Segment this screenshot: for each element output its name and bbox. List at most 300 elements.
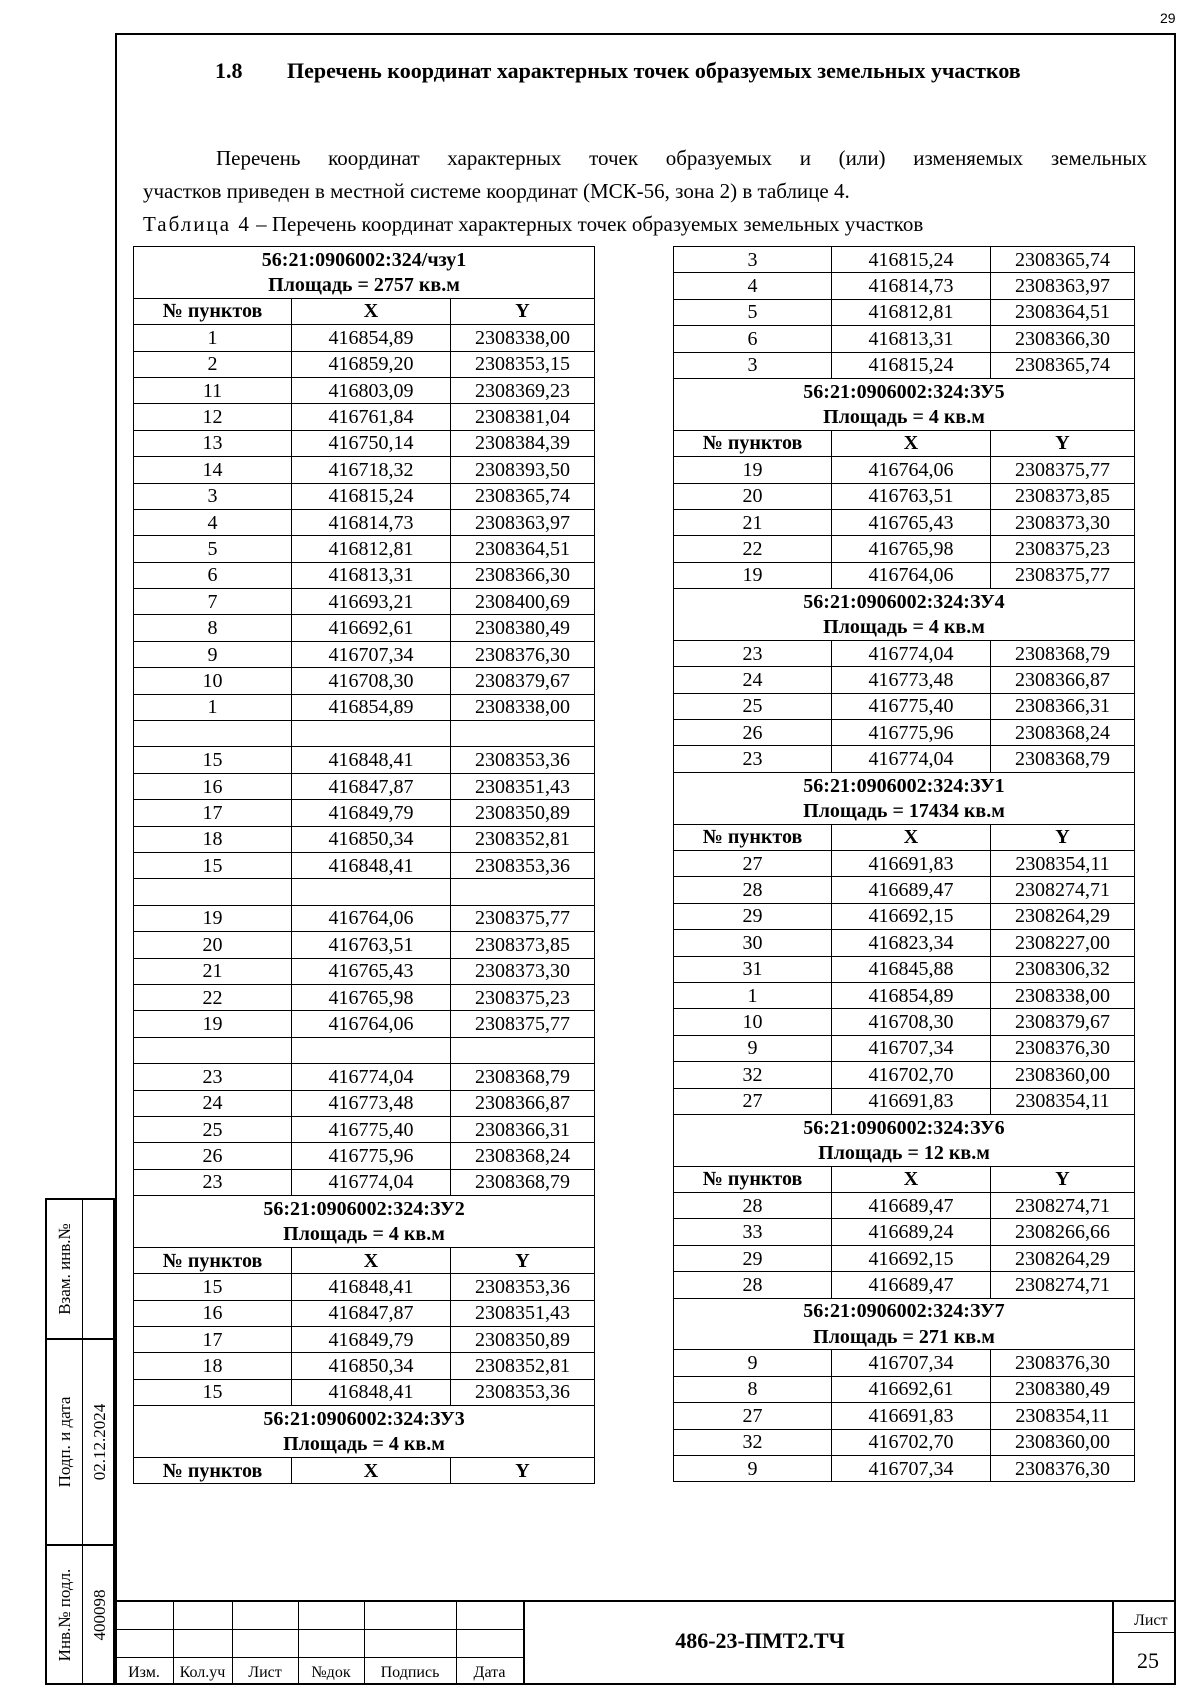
table-row (134, 1143, 595, 1169)
table-row (134, 668, 595, 694)
y-coordinate: 2308369,23 (451, 377, 595, 403)
y-coordinate: 2308351,43 (451, 1300, 595, 1326)
x-coordinate: 416689,47 (832, 1193, 991, 1219)
parcel-id-cell: 56:21:0906002:324:ЗУ7 (674, 1298, 1135, 1324)
y-coordinate: 2308274,71 (991, 877, 1135, 903)
point-number: 7 (134, 589, 292, 615)
table-row (134, 1011, 595, 1037)
x-coordinate: 416761,84 (292, 404, 451, 430)
y-coordinate: 2308353,36 (451, 852, 595, 878)
point-number: 23 (674, 640, 832, 666)
point-number: 28 (674, 1272, 832, 1298)
point-number: 15 (134, 1274, 292, 1300)
y-coordinate: 2308274,71 (991, 1272, 1135, 1298)
y-coordinate: 2308351,43 (451, 773, 595, 799)
x-coordinate: 416812,81 (292, 536, 451, 562)
column-header-y: Y (991, 1166, 1135, 1192)
x-coordinate: 416775,40 (292, 1116, 451, 1142)
y-coordinate (451, 1037, 595, 1063)
y-coordinate: 2308379,67 (451, 668, 595, 694)
point-number: 26 (134, 1143, 292, 1169)
x-coordinate: 416823,34 (832, 930, 991, 956)
y-coordinate: 2308274,71 (991, 1193, 1135, 1219)
point-number: 15 (134, 747, 292, 773)
y-coordinate: 2308365,74 (991, 247, 1135, 273)
table-row (134, 773, 595, 799)
parcel-id-cell: 56:21:0906002:324:ЗУ6 (674, 1114, 1135, 1140)
point-number: 17 (134, 800, 292, 826)
y-coordinate: 2308353,36 (451, 1379, 595, 1405)
point-number: 10 (674, 1009, 832, 1035)
y-coordinate: 2308376,30 (991, 1035, 1135, 1061)
parcel-area (674, 1324, 1135, 1350)
paragraph-line-2: участков приведен в местной системе координат (МСК-56, зона 2) в таблице 4. (143, 179, 850, 203)
point-number: 27 (674, 1403, 832, 1429)
column-header-row (674, 824, 1135, 850)
x-coordinate: 416849,79 (292, 800, 451, 826)
x-coordinate: 416774,04 (292, 1064, 451, 1090)
x-coordinate: 416689,47 (832, 877, 991, 903)
y-coordinate: 2308373,30 (451, 958, 595, 984)
point-number: 6 (134, 562, 292, 588)
page-number: 29 (1160, 10, 1176, 26)
point-number: 26 (674, 720, 832, 746)
x-coordinate: 416848,41 (292, 852, 451, 878)
point-number: 4 (134, 509, 292, 535)
point-number: 17 (134, 1327, 292, 1353)
x-coordinate: 416692,15 (832, 1245, 991, 1271)
stamp-label-signature: Подпись (380, 1664, 440, 1681)
point-number: 23 (134, 1064, 292, 1090)
x-coordinate: 416815,24 (832, 352, 991, 378)
table-row (674, 1193, 1135, 1219)
parcel-cadastral-number (134, 1196, 595, 1222)
y-coordinate: 2308368,79 (451, 1064, 595, 1090)
table-row (674, 1403, 1135, 1429)
point-number: 21 (674, 509, 832, 535)
y-coordinate: 2308376,30 (991, 1350, 1135, 1376)
column-header-row (674, 1166, 1135, 1192)
x-coordinate: 416815,24 (832, 247, 991, 273)
table-row (674, 457, 1135, 483)
table-row (134, 641, 595, 667)
table-row (674, 1009, 1135, 1035)
point-number: 28 (674, 877, 832, 903)
point-number: 27 (674, 1088, 832, 1114)
table-row (134, 826, 595, 852)
column-header-y: Y (451, 1247, 595, 1273)
y-coordinate: 2308264,29 (991, 1245, 1135, 1271)
table-row (674, 1062, 1135, 1088)
side-stamp-inventory (45, 1544, 115, 1685)
x-coordinate: 416693,21 (292, 589, 451, 615)
point-number: 15 (134, 852, 292, 878)
table-row (134, 1274, 595, 1300)
table-row (674, 667, 1135, 693)
table-row (134, 1116, 595, 1142)
x-coordinate: 416691,83 (832, 1403, 991, 1429)
coordinates-table-left (133, 246, 595, 1484)
column-header-num: № пунктов (674, 430, 832, 456)
parcel-id-cell: 56:21:0906002:324:ЗУ5 (674, 378, 1135, 404)
parcel-area-cell: Площадь = 4 кв.м (134, 1432, 595, 1458)
column-header-num: № пунктов (134, 298, 292, 324)
point-number: 19 (674, 457, 832, 483)
point-number: 9 (674, 1035, 832, 1061)
table-row (674, 562, 1135, 588)
point-number: 4 (674, 273, 832, 299)
point-number: 22 (134, 984, 292, 1010)
x-coordinate: 416848,41 (292, 1274, 451, 1300)
point-number: 32 (674, 1429, 832, 1455)
x-coordinate: 416702,70 (832, 1429, 991, 1455)
parcel-id-cell: 56:21:0906002:324/чзу1 (134, 247, 595, 273)
point-number: 8 (674, 1376, 832, 1402)
table-row (674, 1350, 1135, 1376)
y-coordinate: 2308373,30 (991, 509, 1135, 535)
table-row (134, 1064, 595, 1090)
x-coordinate: 416702,70 (832, 1062, 991, 1088)
column-header-x: X (832, 824, 991, 850)
x-coordinate: 416773,48 (292, 1090, 451, 1116)
stamp-label-izm: Изм. (128, 1664, 160, 1681)
y-coordinate: 2308350,89 (451, 1327, 595, 1353)
point-number: 29 (674, 1245, 832, 1271)
point-number: 8 (134, 615, 292, 641)
parcel-id-cell: 56:21:0906002:324:ЗУ1 (674, 772, 1135, 798)
x-coordinate: 416774,04 (292, 1169, 451, 1195)
y-coordinate: 2308381,04 (451, 404, 595, 430)
x-coordinate: 416707,34 (292, 641, 451, 667)
title-block (115, 1600, 1176, 1685)
y-coordinate: 2308363,97 (451, 509, 595, 535)
point-number: 19 (134, 905, 292, 931)
y-coordinate: 2308393,50 (451, 457, 595, 483)
x-coordinate: 416815,24 (292, 483, 451, 509)
parcel-area (134, 1221, 595, 1247)
point-number: 32 (674, 1062, 832, 1088)
x-coordinate: 416847,87 (292, 1300, 451, 1326)
x-coordinate: 416764,06 (832, 562, 991, 588)
y-coordinate: 2308375,77 (991, 457, 1135, 483)
table-row (674, 720, 1135, 746)
column-header-num: № пунктов (674, 1166, 832, 1192)
column-header-y: Y (451, 1457, 595, 1483)
table-row (134, 1327, 595, 1353)
x-coordinate: 416848,41 (292, 1379, 451, 1405)
y-coordinate: 2308368,79 (451, 1169, 595, 1195)
point-number: 5 (674, 299, 832, 325)
column-header-num: № пунктов (134, 1457, 292, 1483)
section-number: 1.8 (215, 58, 243, 83)
point-number (134, 879, 292, 905)
parcel-area (674, 1140, 1135, 1166)
y-coordinate: 2308364,51 (451, 536, 595, 562)
point-number: 9 (674, 1350, 832, 1376)
x-coordinate: 416814,73 (292, 509, 451, 535)
y-coordinate: 2308366,31 (991, 693, 1135, 719)
column-header-x: X (292, 1457, 451, 1483)
x-coordinate: 416718,32 (292, 457, 451, 483)
parcel-cadastral-number (674, 1114, 1135, 1140)
parcel-id-cell: 56:21:0906002:324:ЗУ3 (134, 1406, 595, 1432)
y-coordinate: 2308375,77 (451, 905, 595, 931)
section-title: Перечень координат характерных точек образуемых земельных участков (287, 58, 1021, 83)
x-coordinate: 416708,30 (292, 668, 451, 694)
point-number: 3 (674, 352, 832, 378)
parcel-id-cell: 56:21:0906002:324:ЗУ2 (134, 1196, 595, 1222)
x-coordinate: 416847,87 (292, 773, 451, 799)
x-coordinate (292, 879, 451, 905)
parcel-area-cell: Площадь = 12 кв.м (674, 1140, 1135, 1166)
table-row (134, 536, 595, 562)
sheet-label: Лист (1134, 1612, 1168, 1629)
x-coordinate: 416765,98 (292, 984, 451, 1010)
point-number: 19 (134, 1011, 292, 1037)
y-coordinate: 2308264,29 (991, 903, 1135, 929)
y-coordinate: 2308338,00 (991, 982, 1135, 1008)
table-row (674, 1429, 1135, 1455)
point-number: 21 (134, 958, 292, 984)
x-coordinate: 416692,61 (292, 615, 451, 641)
x-coordinate: 416850,34 (292, 1353, 451, 1379)
table-row (134, 1090, 595, 1116)
x-coordinate: 416775,40 (832, 693, 991, 719)
column-header-y: Y (991, 430, 1135, 456)
document-code: 486-23-ПМТ2.ТЧ (675, 1628, 845, 1653)
point-number: 24 (134, 1090, 292, 1116)
x-coordinate: 416707,34 (832, 1455, 991, 1481)
table-row (674, 509, 1135, 535)
x-coordinate: 416692,61 (832, 1376, 991, 1402)
point-number: 9 (134, 641, 292, 667)
point-number: 23 (134, 1169, 292, 1195)
y-coordinate: 2308366,31 (451, 1116, 595, 1142)
x-coordinate: 416854,89 (292, 694, 451, 720)
point-number: 1 (674, 982, 832, 1008)
table-row (134, 351, 595, 377)
x-coordinate: 416850,34 (292, 826, 451, 852)
side-stamp-signature (45, 1338, 115, 1546)
y-coordinate: 2308338,00 (451, 325, 595, 351)
parcel-cadastral-number (674, 1298, 1135, 1324)
x-coordinate: 416814,73 (832, 273, 991, 299)
point-number: 11 (134, 377, 292, 403)
parcel-cadastral-number (674, 378, 1135, 404)
table-row (674, 982, 1135, 1008)
table-row (674, 850, 1135, 876)
parcel-cadastral-number (674, 772, 1135, 798)
point-number: 6 (674, 326, 832, 352)
parcel-area (134, 272, 595, 298)
point-number: 31 (674, 956, 832, 982)
point-number: 3 (134, 483, 292, 509)
y-coordinate: 2308363,97 (991, 273, 1135, 299)
parcel-area-cell: Площадь = 2757 кв.м (134, 272, 595, 298)
table-row (674, 903, 1135, 929)
table-row (674, 746, 1135, 772)
point-number: 33 (674, 1219, 832, 1245)
y-coordinate: 2308365,74 (991, 352, 1135, 378)
point-number: 12 (134, 404, 292, 430)
section-heading (215, 58, 1021, 84)
table-row (134, 509, 595, 535)
stamp-label-kol: Кол.уч (179, 1664, 226, 1681)
table-row (134, 404, 595, 430)
point-number (134, 721, 292, 747)
point-number: 2 (134, 351, 292, 377)
table-row (134, 1300, 595, 1326)
x-coordinate: 416765,43 (292, 958, 451, 984)
x-coordinate: 416775,96 (832, 720, 991, 746)
y-coordinate: 2308384,39 (451, 430, 595, 456)
x-coordinate: 416854,89 (292, 325, 451, 351)
table-row (674, 877, 1135, 903)
column-header-y: Y (991, 824, 1135, 850)
table-row (674, 640, 1135, 666)
x-coordinate: 416859,20 (292, 351, 451, 377)
y-coordinate: 2308365,74 (451, 483, 595, 509)
y-coordinate (451, 721, 595, 747)
y-coordinate: 2308368,24 (451, 1143, 595, 1169)
table-row (674, 483, 1135, 509)
table-row (674, 1455, 1135, 1481)
stamp-label-ndok: №док (311, 1664, 351, 1681)
y-coordinate: 2308306,32 (991, 956, 1135, 982)
parcel-area-cell: Площадь = 4 кв.м (134, 1221, 595, 1247)
y-coordinate (451, 879, 595, 905)
table-row (674, 326, 1135, 352)
column-header-y: Y (451, 298, 595, 324)
point-number: 14 (134, 457, 292, 483)
y-coordinate: 2308353,36 (451, 747, 595, 773)
x-coordinate: 416763,51 (292, 932, 451, 958)
paragraph-line-1: Перечень координат характерных точек образуемых и (или) изменяемых земельных (216, 146, 1147, 170)
y-coordinate: 2308375,23 (991, 536, 1135, 562)
y-coordinate: 2308366,30 (451, 562, 595, 588)
y-coordinate: 2308360,00 (991, 1429, 1135, 1455)
table-row (674, 1035, 1135, 1061)
y-coordinate: 2308380,49 (451, 615, 595, 641)
point-number: 24 (674, 667, 832, 693)
y-coordinate: 2308373,85 (451, 932, 595, 958)
x-coordinate: 416708,30 (832, 1009, 991, 1035)
point-number: 10 (134, 668, 292, 694)
sheet-number: 25 (1137, 1648, 1159, 1673)
x-coordinate (292, 721, 451, 747)
y-coordinate: 2308376,30 (451, 641, 595, 667)
column-header-x: X (292, 298, 451, 324)
inventory-number: 400098 (89, 1589, 109, 1640)
table-row (134, 1379, 595, 1405)
column-header-num: № пунктов (674, 824, 832, 850)
y-coordinate: 2308227,00 (991, 930, 1135, 956)
signature-date-value: 02.12.2024 (89, 1403, 109, 1481)
y-coordinate: 2308375,77 (991, 562, 1135, 588)
y-coordinate: 2308375,23 (451, 984, 595, 1010)
y-coordinate: 2308379,67 (991, 1009, 1135, 1035)
point-number: 30 (674, 930, 832, 956)
parcel-cadastral-number (674, 589, 1135, 615)
parcel-area-cell: Площадь = 271 кв.м (674, 1324, 1135, 1350)
point-number: 16 (134, 1300, 292, 1326)
y-coordinate: 2308350,89 (451, 800, 595, 826)
y-coordinate: 2308364,51 (991, 299, 1135, 325)
x-coordinate: 416845,88 (832, 956, 991, 982)
table-row (134, 325, 595, 351)
y-coordinate: 2308352,81 (451, 1353, 595, 1379)
point-number (134, 1037, 292, 1063)
x-coordinate (292, 1037, 451, 1063)
table-row (134, 589, 595, 615)
inventory-label: Инв.№ подл. (54, 1568, 74, 1661)
column-header-num: № пунктов (134, 1247, 292, 1273)
table-row (134, 1353, 595, 1379)
point-number: 15 (134, 1379, 292, 1405)
x-coordinate: 416813,31 (832, 326, 991, 352)
point-number: 20 (674, 483, 832, 509)
table-row (134, 483, 595, 509)
table-row (674, 930, 1135, 956)
table-row (674, 273, 1135, 299)
y-coordinate: 2308368,79 (991, 746, 1135, 772)
y-coordinate: 2308354,11 (991, 1403, 1135, 1429)
y-coordinate: 2308368,79 (991, 640, 1135, 666)
vzam-label: Взам. инв.№ (54, 1223, 74, 1315)
point-number: 18 (134, 1353, 292, 1379)
y-coordinate: 2308368,24 (991, 720, 1135, 746)
table-caption-label: Таблица 4 (143, 212, 251, 236)
x-coordinate: 416774,04 (832, 746, 991, 772)
point-number: 3 (674, 247, 832, 273)
table-row (674, 536, 1135, 562)
table-row (134, 852, 595, 878)
y-coordinate: 2308366,87 (451, 1090, 595, 1116)
table-row (674, 247, 1135, 273)
point-number: 9 (674, 1455, 832, 1481)
table-row (134, 615, 595, 641)
point-number: 18 (134, 826, 292, 852)
table-row (674, 1272, 1135, 1298)
table-row (134, 1037, 595, 1063)
table-row (674, 1088, 1135, 1114)
parcel-area-cell: Площадь = 4 кв.м (674, 614, 1135, 640)
column-header-x: X (292, 1247, 451, 1273)
y-coordinate: 2308354,11 (991, 1088, 1135, 1114)
parcel-area (674, 798, 1135, 824)
point-number: 22 (674, 536, 832, 562)
y-coordinate: 2308366,30 (991, 326, 1135, 352)
y-coordinate: 2308400,69 (451, 589, 595, 615)
y-coordinate: 2308353,36 (451, 1274, 595, 1300)
x-coordinate: 416707,34 (832, 1350, 991, 1376)
y-coordinate: 2308373,85 (991, 483, 1135, 509)
table-row (134, 377, 595, 403)
stamp-label-date: Дата (473, 1664, 506, 1681)
point-number: 19 (674, 562, 832, 588)
x-coordinate: 416763,51 (832, 483, 991, 509)
x-coordinate: 416854,89 (832, 982, 991, 1008)
y-coordinate: 2308360,00 (991, 1062, 1135, 1088)
x-coordinate: 416775,96 (292, 1143, 451, 1169)
table-row (134, 694, 595, 720)
table-row (134, 562, 595, 588)
x-coordinate: 416691,83 (832, 1088, 991, 1114)
parcel-id-cell: 56:21:0906002:324:ЗУ4 (674, 589, 1135, 615)
x-coordinate: 416689,24 (832, 1219, 991, 1245)
parcel-area-cell: Площадь = 17434 кв.м (674, 798, 1135, 824)
x-coordinate: 416848,41 (292, 747, 451, 773)
